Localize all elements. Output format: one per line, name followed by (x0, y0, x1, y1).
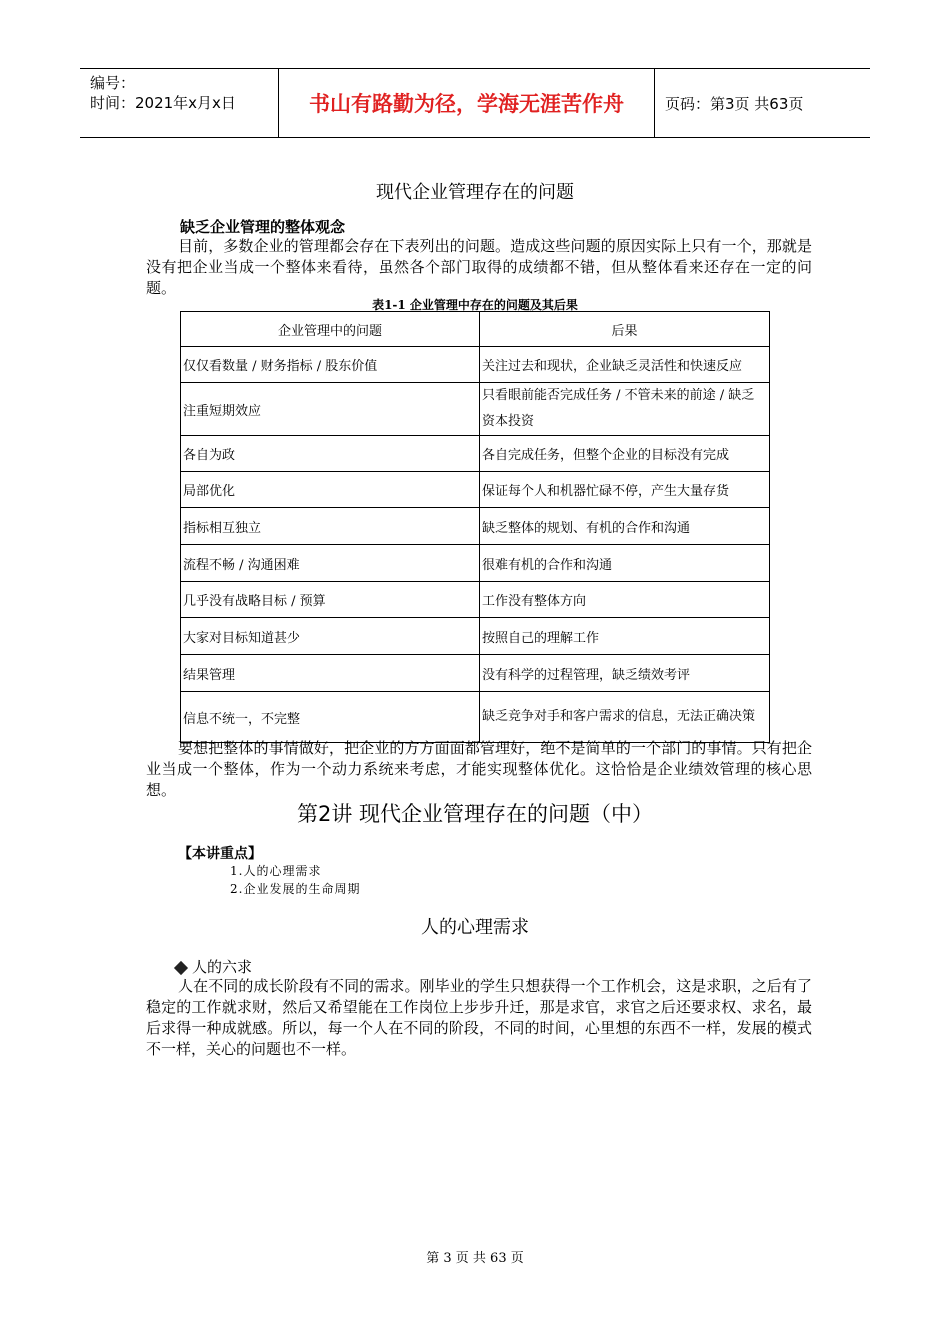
table-row (181, 383, 770, 436)
diamond-bullet-icon (174, 961, 188, 975)
table-row (181, 436, 770, 472)
needs-paragraph: 人在不同的成长阶段有不同的需求。刚毕业的学生只想获得一个工作机会，这是求职，之后有了稳定的工作就求财，然后又希望能在工作岗位上步步升迁，那是求官，求官之后还要求权、求名，最后求得一种成就感。所以，每一个人在不同的阶段，不同的时间，心里想的东西不一样，发展的模式不一样，关心的问题也不一样。 (146, 977, 812, 1058)
consequence-cell: 没有科学的过程管理，缺乏绩效考评 (480, 655, 770, 692)
motto: 书山有路勤为径，学海无涯苦作舟 (279, 69, 655, 137)
table-header-cell: 企业管理中的问题 (181, 312, 480, 347)
consequence-cell: 保证每个人和机器忙碌不停，产生大量存货 (480, 472, 770, 508)
table-row (181, 545, 770, 582)
number-label: 编号： (90, 74, 136, 92)
table-header-cell: 后果 (480, 312, 770, 347)
problem-cell: 大家对目标知道甚少 (181, 618, 480, 655)
problem-cell: 局部优化 (181, 472, 480, 508)
problem-cell: 注重短期效应 (181, 383, 480, 436)
bullet-text: 人的六求 (192, 958, 253, 976)
consequence-cell: 按照自己的理解工作 (480, 618, 770, 655)
time-label: 时间：2021年x月x日 (90, 94, 236, 112)
table-row (181, 347, 770, 383)
page-info: 页码：第3页 共63页 (665, 94, 804, 113)
table-row (181, 472, 770, 508)
problem-cell: 信息不统一，不完整 (181, 692, 480, 743)
table-row (181, 655, 770, 692)
section-title: 现代企业管理存在的问题 (376, 182, 574, 203)
problem-cell: 指标相互独立 (181, 508, 480, 545)
table-row (181, 582, 770, 618)
problem-cell: 流程不畅 / 沟通困难 (181, 545, 480, 582)
table-header-row (181, 312, 770, 347)
section-subtitle: 缺乏企业管理的整体观念 (180, 218, 346, 236)
intro-paragraph: 目前，多数企业的管理都会存在下表列出的问题。造成这些问题的原因实际上只有一个，那就是没有把企业当成一个整体来看待，虽然各个部门取得的成绩都不错，但从整体看来还存在一定的问题。 (146, 237, 812, 297)
consequence-cell: 很难有机的合作和沟通 (480, 545, 770, 582)
header-left (80, 69, 279, 137)
consequence-cell: 缺乏竞争对手和客户需求的信息，无法正确决策 (480, 692, 770, 743)
key-point-item: 1.人的心理需求 (230, 864, 322, 878)
key-point-item: 2.企业发展的生命周期 (230, 882, 361, 896)
page-footer: 第 3 页 共 63 页 (426, 1251, 524, 1266)
table-row (181, 508, 770, 545)
consequence-cell: 只看眼前能否完成任务 / 不管未来的前途 / 缺乏资本投资 (480, 383, 770, 436)
table-caption: 表1-1 企业管理中存在的问题及其后果 (372, 298, 578, 312)
problems-table (180, 311, 770, 743)
conclusion-paragraph: 要想把整体的事情做好，把企业的方方面面都管理好，绝不是简单的一个部门的事情。只有把企业当成一个整体，作为一个动力系统来考虑，才能实现整体优化。这恰恰是企业绩效管理的核心思想。 (146, 739, 812, 799)
key-points-label: 【本讲重点】 (178, 846, 262, 862)
table-row (181, 692, 770, 743)
consequence-cell: 缺乏整体的规划、有机的合作和沟通 (480, 508, 770, 545)
problem-cell: 仅仅看数量 / 财务指标 / 股东价值 (181, 347, 480, 383)
lecture-title: 第2讲 现代企业管理存在的问题（中） (296, 802, 654, 826)
consequence-cell: 关注过去和现状，企业缺乏灵活性和快速反应 (480, 347, 770, 383)
table-row (181, 618, 770, 655)
problem-cell: 几乎没有战略目标 / 预算 (181, 582, 480, 618)
page-header (80, 68, 870, 138)
problem-cell: 各自为政 (181, 436, 480, 472)
section2-title: 人的心理需求 (421, 917, 529, 938)
problem-cell: 结果管理 (181, 655, 480, 692)
bullet-heading (176, 956, 252, 977)
consequence-cell: 工作没有整体方向 (480, 582, 770, 618)
consequence-cell: 各自完成任务，但整个企业的目标没有完成 (480, 436, 770, 472)
